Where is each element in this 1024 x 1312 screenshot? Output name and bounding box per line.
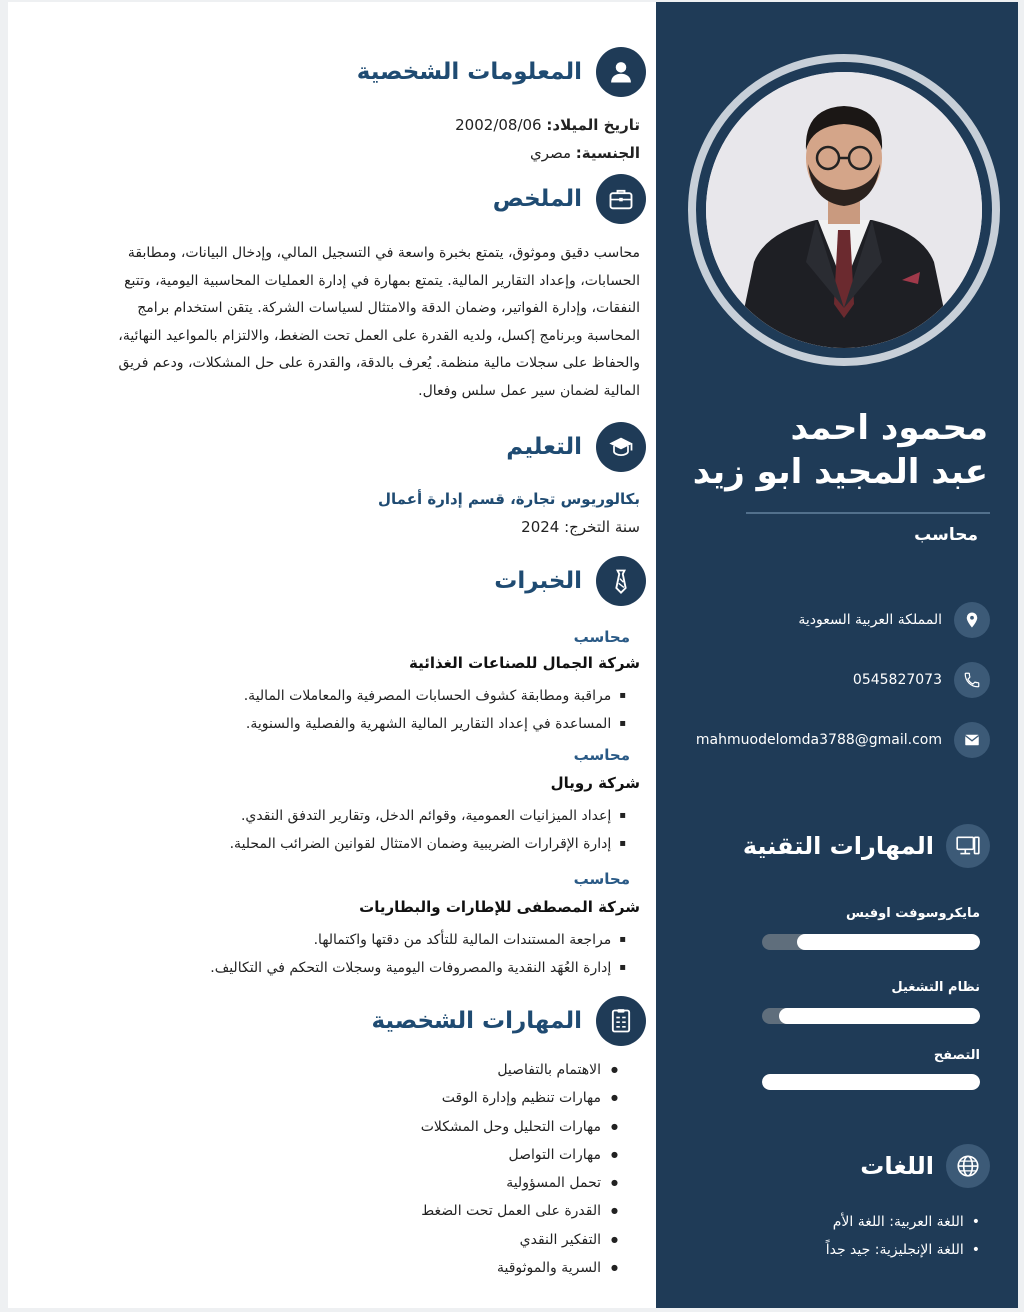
profile-photo <box>706 72 982 348</box>
birth-date-line <box>455 116 640 134</box>
personal-info-title: المعلومات الشخصية <box>356 59 582 85</box>
personal-info-heading <box>357 47 646 97</box>
soft-skill-item: ● الاهتمام بالتفاصيل <box>421 1056 618 1084</box>
main-column <box>8 2 656 1308</box>
profile-photo-frame <box>688 54 1000 366</box>
duty-item: ▪ إدارة العُهَد النقدية والمصروفات اليومية وسجلات التحكم في التكاليف. <box>210 954 626 982</box>
checklist-icon <box>596 996 646 1046</box>
languages-list <box>826 1208 980 1264</box>
email-address[interactable]: mahmuodelomda3788@gmail.com <box>695 732 942 748</box>
soft-skill-item: ● تحمل المسؤولية <box>421 1169 618 1197</box>
soft-skill-item: ● مهارات التحليل وحل المشكلات <box>421 1113 618 1141</box>
contact-location <box>798 602 990 638</box>
soft-skill-item: ● مهارات تنظيم وإدارة الوقت <box>421 1084 618 1112</box>
phone-icon <box>954 662 990 698</box>
skill-bar-browsing <box>762 1074 980 1090</box>
skill-fill <box>762 1074 980 1090</box>
duty-item: ▪ إعداد الميزانيات العمومية، وقوائم الدخل، وتقارير التدفق النقدي. <box>230 802 626 830</box>
languages-heading <box>860 1144 990 1188</box>
graduation-cap-icon <box>596 422 646 472</box>
location-text: المملكة العربية السعودية <box>798 612 942 628</box>
globe-icon <box>946 1144 990 1188</box>
duty-item: ▪ المساعدة في إعداد التقارير المالية الشهرية والفصلية والسنوية. <box>244 710 626 738</box>
necktie-icon <box>596 556 646 606</box>
languages-title: اللغات <box>860 1152 934 1180</box>
soft-skills-list <box>421 1056 618 1282</box>
nationality-value: مصري <box>529 144 572 162</box>
name-line-2: عبد المجيد ابو زيد <box>692 452 988 492</box>
duty-item: ▪ إدارة الإقرارات الضريبية وضمان الامتثال لقوانين الضرائب المحلية. <box>230 830 626 858</box>
name-line-1: محمود احمد <box>790 408 988 448</box>
skill-label-os: نظام التشغيل <box>891 980 980 995</box>
person-portrait-icon <box>706 72 982 348</box>
phone-number[interactable]: 0545827073 <box>852 672 942 688</box>
soft-skill-item: ● السرية والموثوقية <box>421 1254 618 1282</box>
soft-skill-item: ● التفكير النقدي <box>421 1226 618 1254</box>
cv-page <box>8 2 1018 1308</box>
summary-text: محاسب دقيق وموثوق، يتمتع بخبرة واسعة في التسجيل المالي، وإدخال البيانات، ومطابقة الحسابات، وإعداد التقارير المالية. يتمتع بمهارة في إدارة العمليات المحاسبية اليومية، وتتبع النفقات، وإدارة الفواتير، وضمان الدقة والامتثال لسياسات الشركة. يتقن استخدام برامج المحاسبة وبرنامج إكسل، ولديه القدرة على العمل تحت الضغط، والالتزام بالمواعيد النهائية، والحفاظ على سجلات مالية منظمة. يُعرف بالدقة، والقدرة على حل المشكلات، ودعم فريق المالية لضمان سير عمل سلس وفعال. <box>118 245 640 399</box>
contact-phone <box>853 662 990 698</box>
tech-skills-title: المهارات التقنية <box>742 832 934 860</box>
language-item: • اللغة العربية: اللغة الأم <box>826 1208 980 1236</box>
duties-list-1 <box>244 682 626 738</box>
skill-bar-os <box>762 1008 980 1024</box>
experience-title: الخبرات <box>494 568 582 594</box>
user-icon <box>596 47 646 97</box>
birth-date-label: تاريخ الميلاد: <box>546 116 640 134</box>
tech-skills-heading <box>743 824 990 868</box>
contact-email <box>696 722 990 758</box>
name-divider <box>746 512 990 514</box>
full-name <box>668 406 988 494</box>
computer-icon <box>946 824 990 868</box>
duties-list-2 <box>230 802 626 858</box>
birth-date-value: 2002/08/06 <box>455 116 542 134</box>
company-1: شركة الجمال للصناعات الغذائية <box>409 654 640 672</box>
education-heading <box>506 422 646 472</box>
soft-skill-item: ● القدرة على العمل تحت الضغط <box>421 1197 618 1225</box>
company-2: شركة رويال <box>550 774 640 792</box>
skill-bar-office <box>762 934 980 950</box>
skill-label-browsing: التصفح <box>933 1048 980 1063</box>
duty-item: ▪ مراجعة المستندات المالية للتأكد من دقتها واكتمالها. <box>210 926 626 954</box>
company-3: شركة المصطفى للإطارات والبطاريات <box>359 898 640 916</box>
duty-item: ▪ مراقبة ومطابقة كشوف الحسابات المصرفية والمعاملات المالية. <box>244 682 626 710</box>
nationality-label: الجنسية: <box>575 144 640 162</box>
job-role-1: محاسب <box>573 628 630 646</box>
experience-heading <box>494 556 646 606</box>
skill-fill <box>797 934 980 950</box>
envelope-icon <box>954 722 990 758</box>
location-pin-icon <box>954 602 990 638</box>
graduation-year: سنة التخرج: 2024 <box>521 518 640 536</box>
sidebar <box>656 2 1018 1308</box>
job-role-2: محاسب <box>573 746 630 764</box>
job-role-3: محاسب <box>573 870 630 888</box>
soft-skills-title: المهارات الشخصية <box>371 1008 582 1034</box>
education-title: التعليم <box>506 434 582 460</box>
skill-fill <box>779 1008 980 1024</box>
nationality-line <box>530 144 640 162</box>
skill-label-office: مايكروسوفت اوفيس <box>845 906 980 921</box>
soft-skills-heading <box>371 996 646 1046</box>
briefcase-icon <box>596 174 646 224</box>
duties-list-3 <box>210 926 626 982</box>
soft-skill-item: ● مهارات التواصل <box>421 1141 618 1169</box>
summary-title: الملخص <box>492 186 582 212</box>
degree: بكالوريوس تجارة، قسم إدارة أعمال <box>378 490 640 508</box>
summary-heading <box>493 174 646 224</box>
job-title: محاسب <box>914 525 978 545</box>
language-item: • اللغة الإنجليزية: جيد جداً <box>826 1236 980 1264</box>
